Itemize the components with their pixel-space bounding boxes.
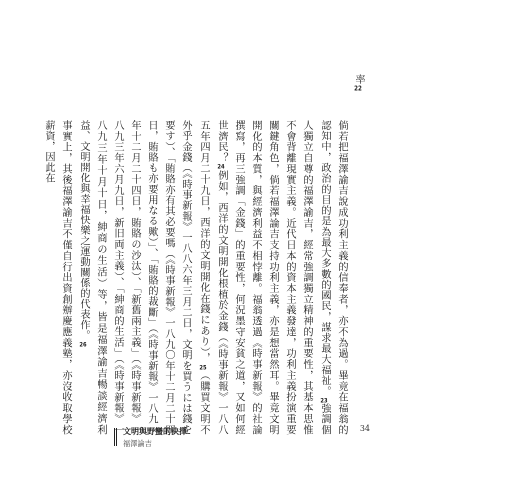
- note-ref-26: 26: [79, 340, 87, 348]
- book-title: 文明與野蠻的抉擇: [123, 426, 187, 436]
- note-ref-25: 25: [199, 363, 207, 371]
- p1-text-b: 強調個人獨立自尊的福澤諭吉，經常強調獨立精神的重要性，其基本思惟不會背離現實主義。近代日本的資本主義發達，功利主義扮演重要關鍵角色，倘若福澤論吉支持功利主義，亦是想當然耳。畢竟文明開化的本質，與經濟利益不相悖離。福翁透過《時事新報》的社論撰寫，再三強調「金錢」的重要性，何況墨守安貧之道，又如何經世濟民？: [216, 120, 330, 435]
- note-ref-24: 24: [217, 163, 225, 170]
- running-footer: [114, 426, 187, 449]
- chapter-name: 福澤論吉: [123, 439, 152, 448]
- body-text: [40, 110, 350, 435]
- p1-text-c: 例如，西洋的文明開化根植於金錢（《時事新報》一八八五年四月二十九日，西洋的文明開化在錢にあり），: [198, 120, 227, 435]
- book-page: [43, 38, 390, 460]
- p1-text-d: （購買文明不外乎金錢（《時事新報》一八八六年三月二日，文明を買うには錢を要す）、「賄賂亦有其必要嗎（《時事新報》一八九〇年十二月二十四日，賄賂も亦要用なる歟）」、「賄賂的裁斷」（《時事新報》一八九一年十二月二十四日，賄賂の沙汰）、「新舊兩主義」（《時事新報》一八九三年六月九日，新旧両主義）、「紳商的生活」（《時事新報》一八九三年十月十日，紳商の生活）等，皆是福澤諭吉暢談經濟利益、文明開化與幸福快樂之運動關係的代表作。: [78, 120, 209, 435]
- note-ref-23: 23: [320, 396, 328, 404]
- page-number: 34: [359, 424, 370, 433]
- heading-text: 率: [353, 74, 364, 85]
- paragraph-1: [74, 120, 350, 435]
- section-heading: [351, 74, 366, 92]
- paragraph-2: 事實上，其後福澤諭吉不僅自行出資創辦慶應義塾，亦沒收取學校薪資，因此在: [43, 120, 71, 435]
- note-ref-22: 22: [354, 85, 362, 92]
- double-bar-icon: [114, 428, 117, 446]
- p1-text-a: 倘若把福澤諭吉說成功利主義的信奉者，亦不為過。畢竟在福翁的認知中，政治的目的是為最大多數的國民，謀求最大福祉。: [319, 120, 347, 435]
